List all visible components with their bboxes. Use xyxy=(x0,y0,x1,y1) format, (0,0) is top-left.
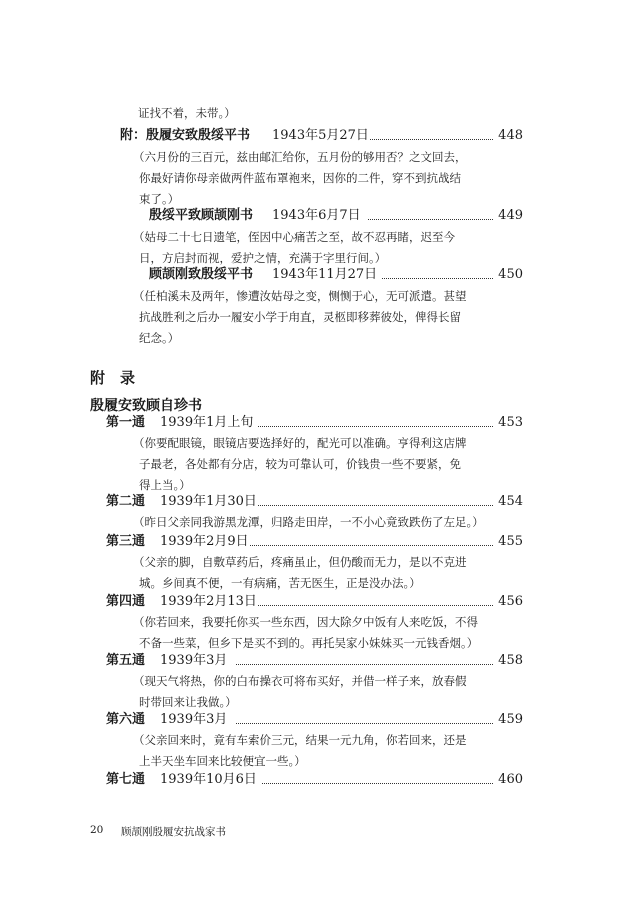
entry-label: 第六通 xyxy=(106,712,146,727)
leader-dots xyxy=(370,139,493,140)
entry-label: 第五通 xyxy=(106,653,146,668)
toc-entry xyxy=(0,265,623,285)
entry-note: （昨日父亲同我游黑龙潭，归路走田岸，一不小心竟致跌伤了左足。） xyxy=(133,515,484,529)
toc-entry xyxy=(0,770,623,790)
toc-entry xyxy=(0,532,623,552)
footer-book-title: 顾颉刚殷履安抗战家书 xyxy=(121,826,226,838)
leader-dots xyxy=(262,783,493,784)
footer-page-number: 20 xyxy=(90,824,104,836)
entry-note: （你若回来，我要托你买一些东西，因大除夕中饭有人来吃饭，不得 不备一些菜，但乡下是买不到的。再托吴家小妹妹买一元钱香烟。） xyxy=(133,615,479,650)
toc-entry xyxy=(0,126,623,146)
page-number: 450 xyxy=(498,267,523,282)
leader-dots xyxy=(236,664,493,665)
entry-label: 殷绥平致顾颉刚书 xyxy=(149,208,254,223)
appendix-title: 附 录 xyxy=(90,369,136,387)
toc-entry xyxy=(0,651,623,671)
page-number: 453 xyxy=(498,415,523,430)
entry-date: 1939年2月9日 xyxy=(160,534,249,549)
entry-date: 1939年1月30日 xyxy=(160,494,257,509)
entry-date: 1943年6月7日 xyxy=(272,208,361,223)
continued-note: 证找不着，未带。） xyxy=(138,106,236,120)
leader-dots xyxy=(382,278,493,279)
page-number: 458 xyxy=(498,653,523,668)
page-number: 455 xyxy=(498,534,523,549)
leader-dots xyxy=(368,219,493,220)
page-number: 454 xyxy=(498,494,523,509)
page-number: 448 xyxy=(498,128,523,143)
entry-note: （父亲的脚，自敷草药后，疼痛虽止，但仍酸而无力，是以不克进 城。乡间真不便，一有病痛，苦无医生，正是没办法。） xyxy=(133,555,467,590)
entry-label: 第二通 xyxy=(106,494,146,509)
subsection-title: 殷履安致顾自珍书 xyxy=(90,398,202,414)
entry-date: 1939年2月13日 xyxy=(160,594,257,609)
leader-dots xyxy=(258,426,493,427)
entry-label: 第一通 xyxy=(106,415,146,430)
entry-label: 附：殷履安致殷绥平书 xyxy=(120,128,251,143)
entry-note: （任柏溪未及两年，惨遭汝姑母之变，恻恻于心，无可派遣。甚望 抗战胜利之后办一履安小学于甪直，灵柩即移葬彼处，俾得长留 纪念。） xyxy=(133,289,467,345)
entry-date: 1939年3月 xyxy=(160,653,228,668)
entry-date: 1939年10月6日 xyxy=(160,772,257,787)
page-number: 456 xyxy=(498,594,523,609)
entry-note: （六月份的三百元，兹由邮汇给你，五月份的够用否？之文回去， 你最好请你母亲做两件蓝布罩袍来，因你的二件，穿不到抗战结 束了。） xyxy=(133,150,467,206)
toc-entry xyxy=(0,413,623,433)
entry-date: 1943年11月27日 xyxy=(272,267,378,282)
leader-dots xyxy=(258,505,493,506)
page-number: 449 xyxy=(498,208,523,223)
entry-note: （父亲回来时，竟有车索价三元，结果一元九角，你若回来，还是 上半天坐车回来比较便宜一些。） xyxy=(133,733,467,768)
toc-entry xyxy=(0,592,623,612)
entry-label: 第三通 xyxy=(106,534,146,549)
toc-entry xyxy=(0,206,623,226)
leader-dots xyxy=(258,605,493,606)
entry-date: 1943年5月27日 xyxy=(272,128,369,143)
toc-entry xyxy=(0,710,623,730)
entry-label: 第四通 xyxy=(106,594,146,609)
page-number: 460 xyxy=(498,772,523,787)
entry-note: （现天气将热，你的白布操衣可将布买好，并借一样子来，放春假 时带回来让我做。） xyxy=(133,674,467,709)
leader-dots xyxy=(236,723,493,724)
page-number: 459 xyxy=(498,712,523,727)
entry-date: 1939年3月 xyxy=(160,712,228,727)
entry-date: 1939年1月上旬 xyxy=(160,415,254,430)
leader-dots xyxy=(250,545,493,546)
entry-note: （姑母二十七日遗笔，侄因中心痛苦之至，故不忍再睹，迟至今 日，方启封而视，爱护之情，充满于字里行间。） xyxy=(133,230,455,265)
entry-note: （你要配眼镜，眼镜店要选择好的，配光可以准确。亨得利这店牌 子最老，各处都有分店，较为可靠认可，价钱贵一些不要紧，免 得上当。） xyxy=(133,436,467,492)
entry-label: 顾颉刚致殷绥平书 xyxy=(149,267,254,282)
toc-entry xyxy=(0,492,623,512)
entry-label: 第七通 xyxy=(106,772,146,787)
